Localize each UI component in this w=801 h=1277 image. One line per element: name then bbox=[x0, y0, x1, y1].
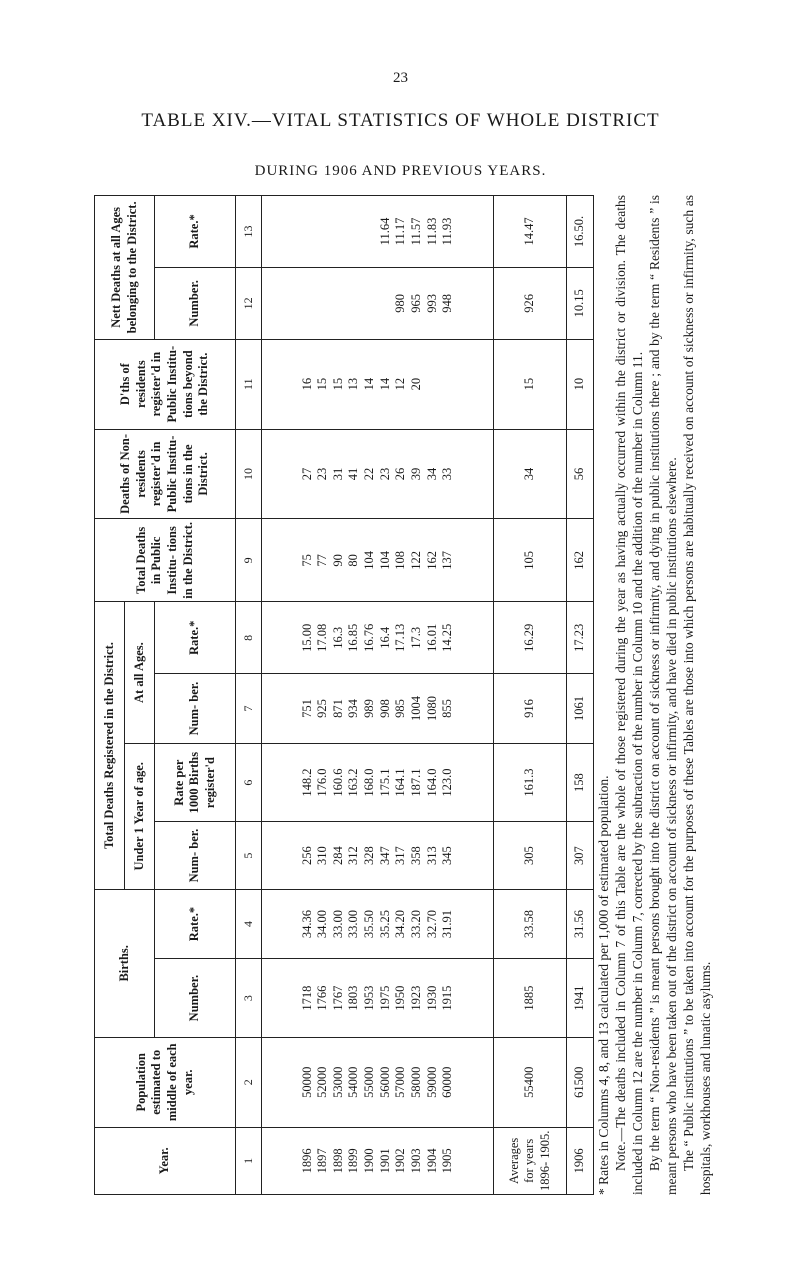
avg-residents-beyond: 15 bbox=[494, 339, 567, 429]
table-cell-value: 32.70 bbox=[424, 909, 439, 939]
table-cell-value: 20 bbox=[408, 377, 423, 391]
population-1906: 61500 bbox=[566, 1037, 593, 1127]
table-cell-value: 27 bbox=[299, 467, 314, 481]
table-cell-value bbox=[346, 270, 362, 337]
cell-residents-beyond bbox=[262, 339, 494, 429]
avg-population: 55400 bbox=[494, 1037, 567, 1127]
table-cell-value: 1901 bbox=[377, 1148, 392, 1174]
table-cell-value: 1900 bbox=[362, 1148, 377, 1174]
table-cell-value bbox=[362, 270, 378, 337]
header-births-number: Number. bbox=[155, 959, 236, 1038]
table-cell-value: 187.1 bbox=[408, 768, 423, 797]
table-cell-value: 1903 bbox=[408, 1148, 423, 1174]
births-rate-1906: 31.56 bbox=[566, 889, 593, 959]
rotated-table-wrapper bbox=[94, 195, 594, 1195]
table-cell-value: 1899 bbox=[346, 1148, 361, 1174]
cell-nett-number bbox=[262, 267, 494, 339]
column-number: 4 bbox=[235, 889, 261, 959]
table-cell-value: 104 bbox=[362, 550, 377, 570]
table-cell-value: 104 bbox=[377, 550, 392, 570]
table-cell-value: 1897 bbox=[315, 1148, 330, 1174]
table-cell-value: 35.25 bbox=[377, 909, 392, 939]
table-cell-value: 11.93 bbox=[440, 217, 455, 246]
table-cell-value: 1766 bbox=[315, 985, 330, 1011]
table-cell-value: 908 bbox=[377, 699, 392, 718]
table-cell-value: 1898 bbox=[330, 1148, 345, 1174]
table-cell-value: 75 bbox=[299, 554, 314, 567]
table-cell-value: 34.20 bbox=[393, 909, 408, 939]
table-cell-value: 108 bbox=[393, 550, 408, 570]
table-cell-value: 123.0 bbox=[440, 768, 455, 797]
table-cell-value: 11.64 bbox=[377, 217, 392, 246]
table-cell-value bbox=[300, 270, 316, 337]
table-cell-value: 26 bbox=[393, 467, 408, 481]
all-number-1906: 1061 bbox=[566, 674, 593, 744]
table-cell-value: 15 bbox=[330, 377, 345, 391]
table-cell-value bbox=[331, 270, 347, 337]
cell-population bbox=[262, 1037, 494, 1127]
avg-u1-rate: 161.3 bbox=[494, 743, 567, 822]
table-cell-value: 345 bbox=[440, 846, 455, 865]
inst-total-1906: 162 bbox=[566, 519, 593, 602]
column-number: 3 bbox=[235, 959, 261, 1038]
table-cell-value: 11.57 bbox=[408, 217, 423, 246]
table-cell-value: 35.50 bbox=[362, 909, 377, 939]
table-cell-value: 148.2 bbox=[299, 768, 314, 797]
table-cell-value bbox=[315, 198, 331, 265]
table-cell-value: 163.2 bbox=[346, 768, 361, 797]
table-cell-value: 52000 bbox=[315, 1066, 330, 1098]
table-cell-value: 1718 bbox=[299, 985, 314, 1011]
table-cell-value: 39 bbox=[408, 467, 423, 481]
column-number: 11 bbox=[235, 339, 261, 429]
table-cell-value: 948 bbox=[440, 293, 455, 313]
table-cell-value: 31.91 bbox=[440, 909, 455, 939]
header-total-deaths: Total Deaths Registered in the District. bbox=[95, 602, 125, 889]
column-number: 8 bbox=[235, 602, 261, 674]
table-cell-value: 56000 bbox=[377, 1066, 392, 1098]
table-cell-value: 1896 bbox=[299, 1148, 314, 1174]
table-cell-value: 17.3 bbox=[408, 626, 423, 649]
births-number-1906: 1941 bbox=[566, 959, 593, 1038]
table-cell-value: 168.0 bbox=[362, 768, 377, 797]
table-cell-value: 59000 bbox=[424, 1066, 439, 1098]
table-cell-value: 993 bbox=[424, 293, 439, 313]
header-inst-total: Total Deaths in Public Institu- tions in the District. bbox=[95, 519, 236, 602]
table-cell-value: 871 bbox=[330, 699, 345, 718]
table-title: TABLE XIV.—VITAL STATISTICS OF WHOLE DISTRICT bbox=[141, 110, 660, 131]
table-cell-value: 11.83 bbox=[424, 217, 439, 246]
year-1906: 1906 bbox=[566, 1127, 593, 1194]
table-cell-value: 16.85 bbox=[346, 623, 361, 652]
avg-u1-number: 305 bbox=[494, 822, 567, 889]
table-cell-value bbox=[315, 270, 331, 337]
table-cell-value: 176.0 bbox=[315, 768, 330, 797]
table-cell-value: 14 bbox=[362, 377, 377, 391]
table-cell-value: 1950 bbox=[393, 985, 408, 1011]
yearly-data-row bbox=[262, 196, 494, 1195]
row-1906 bbox=[566, 196, 593, 1195]
table-cell-value: 1905 bbox=[440, 1148, 455, 1174]
table-cell-value: 34.00 bbox=[315, 909, 330, 939]
table-cell-value: 16.76 bbox=[362, 623, 377, 652]
table-cell-value: 15 bbox=[315, 377, 330, 391]
table-cell-value: 16.4 bbox=[377, 626, 392, 649]
table-cell-value: 33 bbox=[440, 467, 455, 481]
table-cell-value: 77 bbox=[315, 554, 330, 567]
column-number: 12 bbox=[235, 267, 261, 339]
table-cell-value: 980 bbox=[393, 293, 408, 313]
avg-nonresidents: 34 bbox=[494, 429, 567, 519]
table-cell-value: 934 bbox=[346, 699, 361, 718]
table-cell-value: 16.3 bbox=[330, 626, 345, 649]
table-cell-value: 17.08 bbox=[315, 623, 330, 652]
cell-years bbox=[262, 1127, 494, 1194]
table-cell-value: 90 bbox=[330, 554, 345, 567]
table-cell-value: 53000 bbox=[330, 1066, 345, 1098]
table-cell-value: 1953 bbox=[362, 985, 377, 1011]
column-number: 13 bbox=[235, 196, 261, 268]
table-cell-value: 358 bbox=[408, 846, 423, 865]
table-cell-value: 312 bbox=[346, 846, 361, 865]
table-cell-value: 317 bbox=[393, 846, 408, 865]
header-year: Year. bbox=[95, 1127, 236, 1194]
column-number: 1 bbox=[235, 1127, 261, 1194]
u1-rate-1906: 158 bbox=[566, 743, 593, 822]
header-all-rate: Rate.* bbox=[155, 602, 236, 674]
cell-inst-total bbox=[262, 519, 494, 602]
table-cell-value: 855 bbox=[440, 699, 455, 718]
table-cell-value: 16 bbox=[299, 377, 314, 391]
table-cell-value: 122 bbox=[408, 550, 423, 570]
column-number: 5 bbox=[235, 822, 261, 889]
column-number: 7 bbox=[235, 674, 261, 744]
avg-births-number: 1885 bbox=[494, 959, 567, 1038]
table-cell-value: 328 bbox=[362, 846, 377, 865]
footnote-rates: * Rates in Columns 4, 8, and 13 calculated per 1,000 of estimated population. bbox=[596, 775, 611, 1195]
header-nonresidents: Deaths of Non- residents register'd in Public Institu- tions in the District. bbox=[95, 429, 236, 519]
table-cell-value: 162 bbox=[424, 550, 439, 570]
table-cell-value: 1080 bbox=[424, 696, 439, 722]
table-cell-value bbox=[362, 198, 378, 265]
header-births-rate: Rate.* bbox=[155, 889, 236, 959]
header-all-ages: At all Ages. bbox=[125, 602, 155, 743]
column-number: 10 bbox=[235, 429, 261, 519]
column-number: 2 bbox=[235, 1037, 261, 1127]
cell-u1-number bbox=[262, 822, 494, 889]
table-cell-value: 284 bbox=[330, 846, 345, 865]
averages-label: Averages for years 1896- 1905. bbox=[494, 1127, 567, 1194]
footnote-note: Note.—The deaths included in Column 7 of this Table are the whole of those registered during the year as having actually occurred within the district or division. The deaths included in Column 12 are the number in Column 7, corrected by the subtraction of the number in Column 10 and the addition of the number in Column 11. bbox=[613, 195, 645, 1195]
table-subtitle: DURING 1906 AND PREVIOUS YEARS. bbox=[254, 163, 547, 179]
cell-u1-rate bbox=[262, 743, 494, 822]
table-cell-value: 41 bbox=[346, 467, 361, 481]
header-under-1: Under 1 Year of age. bbox=[125, 743, 155, 889]
table-cell-value: 1767 bbox=[330, 985, 345, 1011]
table-cell-value: 160.6 bbox=[330, 768, 345, 797]
column-number-row bbox=[235, 196, 261, 1195]
table-cell-value: 22 bbox=[362, 467, 377, 481]
table-cell-value: 60000 bbox=[440, 1066, 455, 1098]
table-cell-value: 137 bbox=[440, 550, 455, 570]
table-cell-value: 13 bbox=[346, 377, 361, 391]
header-residents-beyond: D'ths of residents register'd in Public Institu- tions beyond the District. bbox=[95, 339, 236, 429]
header-nett-deaths: Nett Deaths at all Ages belonging to the District. bbox=[95, 196, 155, 340]
table-cell-value: 1923 bbox=[408, 985, 423, 1011]
table-cell-value: 31 bbox=[330, 467, 345, 481]
table-cell-value: 34 bbox=[424, 467, 439, 481]
table-cell-value: 34.36 bbox=[299, 909, 314, 939]
residents-beyond-1906: 10 bbox=[566, 339, 593, 429]
table-cell-value: 15.00 bbox=[299, 623, 314, 652]
header-u1-rate: Rate per 1000 Births register'd bbox=[155, 743, 236, 822]
table-cell-value bbox=[425, 342, 441, 427]
column-number: 9 bbox=[235, 519, 261, 602]
all-rate-1906: 17.23 bbox=[566, 602, 593, 674]
header-nett-rate: Rate.* bbox=[155, 196, 236, 268]
table-cell-value: 1915 bbox=[440, 985, 455, 1011]
avg-inst-total: 105 bbox=[494, 519, 567, 602]
cell-nett-rate bbox=[262, 196, 494, 268]
avg-births-rate: 33.58 bbox=[494, 889, 567, 959]
table-cell-value: 54000 bbox=[346, 1066, 361, 1098]
table-cell-value: 164.0 bbox=[424, 768, 439, 797]
table-cell-value: 23 bbox=[377, 467, 392, 481]
avg-nett-rate: 14.47 bbox=[494, 196, 567, 268]
table-cell-value bbox=[440, 342, 456, 427]
cell-births-number bbox=[262, 959, 494, 1038]
cell-all-number bbox=[262, 674, 494, 744]
page-number: 23 bbox=[393, 70, 408, 86]
nonresidents-1906: 56 bbox=[566, 429, 593, 519]
table-cell-value bbox=[331, 198, 347, 265]
table-cell-value: 164.1 bbox=[393, 768, 408, 797]
table-cell-value: 17.13 bbox=[393, 623, 408, 652]
table-cell-value: 14 bbox=[377, 377, 392, 391]
table-cell-value: 1904 bbox=[424, 1148, 439, 1174]
table-cell-value: 16.01 bbox=[424, 623, 439, 652]
table-cell-value: 751 bbox=[299, 699, 314, 718]
footnotes bbox=[595, 195, 785, 1195]
header-population: Population estimated to middle of each year. bbox=[95, 1037, 236, 1127]
table-cell-value: 33.00 bbox=[346, 909, 361, 939]
table-cell-value: 57000 bbox=[393, 1066, 408, 1098]
table-cell-value: 1004 bbox=[408, 696, 423, 722]
table-cell-value: 11.17 bbox=[393, 217, 408, 246]
header-nett-number: Number. bbox=[155, 267, 236, 339]
table-cell-value: 347 bbox=[377, 846, 392, 865]
header-all-number: Num- ber. bbox=[155, 674, 236, 744]
table-cell-value bbox=[346, 198, 362, 265]
avg-all-rate: 16.29 bbox=[494, 602, 567, 674]
nett-rate-1906: 16.50. bbox=[566, 196, 593, 268]
table-cell-value: 80 bbox=[346, 554, 361, 567]
cell-births-rate bbox=[262, 889, 494, 959]
table-cell-value: 14.25 bbox=[440, 623, 455, 652]
table-cell-value: 58000 bbox=[408, 1066, 423, 1098]
cell-all-rate bbox=[262, 602, 494, 674]
table-cell-value: 989 bbox=[362, 699, 377, 718]
table-cell-value: 1930 bbox=[424, 985, 439, 1011]
table-cell-value bbox=[300, 198, 316, 265]
table-cell-value: 313 bbox=[424, 846, 439, 865]
table-cell-value: 33.00 bbox=[330, 909, 345, 939]
avg-all-number: 916 bbox=[494, 674, 567, 744]
column-number: 6 bbox=[235, 743, 261, 822]
cell-nonresidents bbox=[262, 429, 494, 519]
table-cell-value: 965 bbox=[408, 293, 423, 313]
table-cell-value: 310 bbox=[315, 846, 330, 865]
table-cell-value: 1803 bbox=[346, 985, 361, 1011]
table-cell-value: 50000 bbox=[299, 1066, 314, 1098]
header-births: Births. bbox=[95, 889, 155, 1037]
nett-number-1906: 10.15 bbox=[566, 267, 593, 339]
table-cell-value: 256 bbox=[299, 846, 314, 865]
table-cell-value: 1975 bbox=[377, 985, 392, 1011]
header-u1-number: Num- ber. bbox=[155, 822, 236, 889]
footnote-institutions: The “ Public institutions ” to be taken into account for the purposes of these Tables are those into which persons are habitually received on account of sickness or infirmity, such as hospitals, workhouses and lunatic asylums. bbox=[681, 195, 713, 1195]
averages-row bbox=[494, 196, 567, 1195]
table-cell-value: 33.20 bbox=[408, 909, 423, 939]
table-cell-value: 55000 bbox=[362, 1066, 377, 1098]
avg-nett-number: 926 bbox=[494, 267, 567, 339]
footnote-nonresidents: By the term “ Non-residents ” is meant persons brought into the district on account of sickness or infirmity, and dying in public institutions there ; and by the term “ Residents ” is meant persons who have been taken out of the district on account of sickness or infirmity, and have died in public institutions elsewhere. bbox=[647, 195, 679, 1195]
table-cell-value: 985 bbox=[393, 699, 408, 718]
table-cell-value bbox=[378, 270, 394, 337]
table-cell-value: 1902 bbox=[393, 1148, 408, 1174]
u1-number-1906: 307 bbox=[566, 822, 593, 889]
vital-statistics-table bbox=[94, 195, 594, 1195]
table-cell-value: 23 bbox=[315, 467, 330, 481]
table-cell-value: 925 bbox=[315, 699, 330, 718]
table-cell-value: 12 bbox=[393, 377, 408, 391]
table-cell-value: 175.1 bbox=[377, 768, 392, 797]
